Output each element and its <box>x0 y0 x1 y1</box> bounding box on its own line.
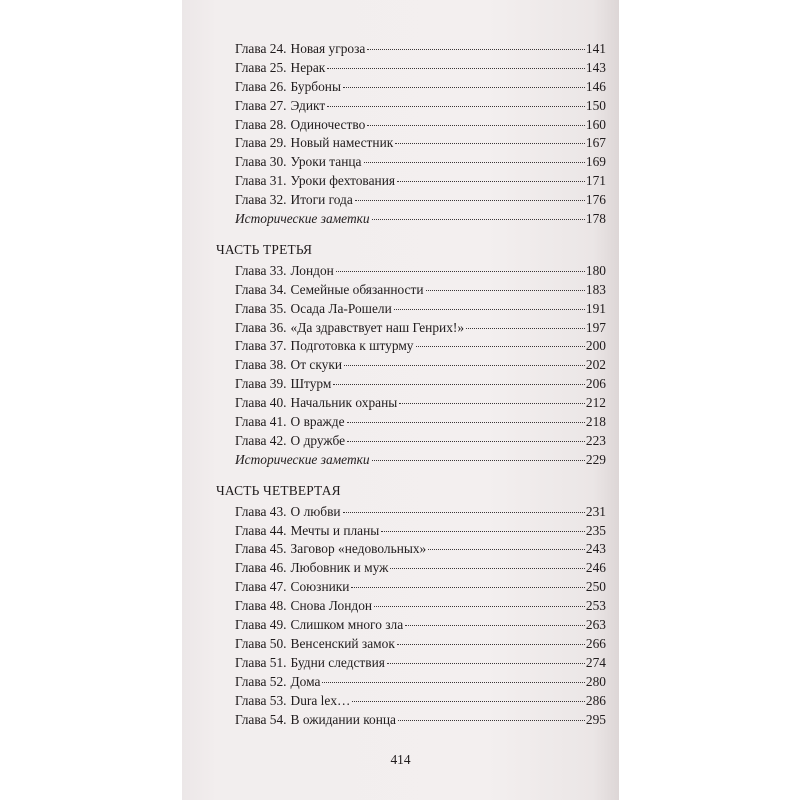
toc-entry <box>182 78 619 97</box>
chapter-title: Любовник и муж <box>290 560 389 576</box>
chapter-title: О дружбе <box>290 432 346 448</box>
dot-leader <box>322 682 584 683</box>
dot-leader <box>387 663 585 664</box>
toc-entry <box>182 337 619 356</box>
dot-leader <box>416 346 585 347</box>
chapter-number: Глава 34. <box>235 281 287 297</box>
dot-leader <box>390 568 584 569</box>
page-reference: 200 <box>585 338 606 354</box>
dot-leader <box>367 125 585 126</box>
chapter-number: Глава 42. <box>235 432 287 448</box>
page-reference: 235 <box>585 522 606 538</box>
dot-leader <box>397 181 585 182</box>
page-reference: 266 <box>585 635 606 651</box>
page-reference: 169 <box>585 154 606 170</box>
page-reference: 202 <box>585 357 606 373</box>
chapter-number: Глава 29. <box>235 135 287 151</box>
page-reference: 160 <box>585 116 606 132</box>
dot-leader <box>347 422 585 423</box>
dot-leader <box>397 644 585 645</box>
chapter-title: Уроки фехтования <box>290 173 396 189</box>
chapter-title: Лондон <box>290 262 334 278</box>
dot-leader <box>367 49 585 50</box>
chapter-number: Глава 39. <box>235 376 287 392</box>
page-reference: 223 <box>585 432 606 448</box>
toc-entry <box>182 375 619 394</box>
chapter-number: Глава 48. <box>235 598 287 614</box>
page-reference: 218 <box>585 414 606 430</box>
page-reference: 141 <box>585 41 606 56</box>
dot-leader <box>336 271 585 272</box>
toc-entry <box>182 578 619 597</box>
toc-entry <box>182 432 619 451</box>
toc-entry-historical-notes <box>182 210 619 229</box>
dot-leader <box>355 200 585 201</box>
chapter-number: Глава 38. <box>235 357 287 373</box>
chapter-number: Глава 36. <box>235 319 287 335</box>
chapter-number: Глава 35. <box>235 300 287 316</box>
toc-entry <box>182 711 619 730</box>
page-reference: 180 <box>585 262 606 278</box>
toc-entry <box>182 522 619 541</box>
dot-leader <box>347 441 585 442</box>
chapter-title: «Да здравствует наш Генрих!» <box>290 319 465 335</box>
page-reference: 176 <box>585 192 606 208</box>
chapter-title: Эдикт <box>290 97 326 113</box>
part-heading: ЧАСТЬ ЧЕТВЕРТАЯ <box>216 482 341 498</box>
chapter-title: Венсенский замок <box>290 635 395 651</box>
toc-entry <box>182 116 619 135</box>
dot-leader <box>372 219 585 220</box>
dot-leader <box>327 106 585 107</box>
toc-entry <box>182 394 619 413</box>
chapter-title: Нерак <box>290 59 326 75</box>
chapter-title: Бурбоны <box>290 78 341 94</box>
chapter-title: Начальник охраны <box>290 395 398 411</box>
chapter-number: Глава 31. <box>235 173 287 189</box>
page-reference: 295 <box>585 711 606 727</box>
table-of-contents <box>182 40 619 729</box>
chapter-title: Итоги года <box>290 192 353 208</box>
chapter-title: Подготовка к штурму <box>290 338 414 354</box>
chapter-number: Глава 26. <box>235 78 287 94</box>
chapter-number: Глава 40. <box>235 395 287 411</box>
toc-entry <box>182 319 619 338</box>
chapter-title: Dura lex… <box>290 692 351 708</box>
book-page <box>182 0 619 800</box>
dot-leader <box>343 512 585 513</box>
page-reference: 280 <box>585 673 606 689</box>
toc-entry-historical-notes <box>182 451 619 470</box>
page-reference: 197 <box>585 319 606 335</box>
chapter-number: Глава 41. <box>235 414 287 430</box>
page-reference: 150 <box>585 97 606 113</box>
dot-leader <box>381 531 585 532</box>
toc-entry <box>182 654 619 673</box>
dot-leader <box>352 701 584 702</box>
dot-leader <box>327 68 585 69</box>
chapter-title: От скуки <box>290 357 343 373</box>
chapter-number: Глава 28. <box>235 116 287 132</box>
toc-entry <box>182 540 619 559</box>
chapter-number: Глава 45. <box>235 541 287 557</box>
chapter-number: Глава 50. <box>235 635 287 651</box>
toc-entry <box>182 262 619 281</box>
page-reference: 231 <box>585 503 606 519</box>
toc-entry <box>182 356 619 375</box>
dot-leader <box>394 309 585 310</box>
page-reference: 178 <box>585 211 606 227</box>
toc-entry <box>182 616 619 635</box>
dot-leader <box>398 720 585 721</box>
page-reference: 171 <box>585 173 606 189</box>
toc-entry <box>182 635 619 654</box>
chapter-title: Уроки танца <box>290 154 362 170</box>
dot-leader <box>426 290 585 291</box>
chapter-title: Новый наместник <box>290 135 394 151</box>
page-number: 414 <box>390 752 411 767</box>
chapter-title: Будни следствия <box>290 654 385 670</box>
toc-entry <box>182 59 619 78</box>
page-reference: 229 <box>585 451 606 467</box>
dot-leader <box>466 328 585 329</box>
page-reference: 183 <box>585 281 606 297</box>
dot-leader <box>351 587 584 588</box>
dot-leader <box>333 384 585 385</box>
chapter-title: Снова Лондон <box>290 598 373 614</box>
dot-leader <box>399 403 585 404</box>
chapter-number: Глава 25. <box>235 59 287 75</box>
page-reference: 274 <box>585 654 606 670</box>
chapter-number: Глава 44. <box>235 522 287 538</box>
chapter-title: Новая угроза <box>290 41 366 56</box>
page-reference: 212 <box>585 395 606 411</box>
page-reference: 250 <box>585 579 606 595</box>
dot-leader <box>372 460 585 461</box>
toc-entry <box>182 673 619 692</box>
toc-entry <box>182 97 619 116</box>
chapter-title: Штурм <box>290 376 332 392</box>
toc-entry <box>182 153 619 172</box>
section-spacer <box>182 229 619 240</box>
chapter-number: Глава 49. <box>235 617 287 633</box>
chapter-title: Слишком много зла <box>290 617 404 633</box>
page-reference: 243 <box>585 541 606 557</box>
toc-entry <box>182 191 619 210</box>
chapter-title: Исторические заметки <box>235 451 370 467</box>
page-reference: 246 <box>585 560 606 576</box>
toc-entry <box>182 172 619 191</box>
toc-entry <box>182 281 619 300</box>
chapter-title: Заговор «недовольных» <box>290 541 427 557</box>
page-reference: 263 <box>585 617 606 633</box>
toc-entry <box>182 692 619 711</box>
page-reference: 206 <box>585 376 606 392</box>
chapter-number: Глава 32. <box>235 192 287 208</box>
toc-entry <box>182 503 619 522</box>
chapter-title: О любви <box>290 503 341 519</box>
chapter-title: Семейные обязанности <box>290 281 424 297</box>
dot-leader <box>344 365 585 366</box>
chapter-number: Глава 37. <box>235 338 287 354</box>
chapter-title: Исторические заметки <box>235 211 370 227</box>
toc-entry <box>182 413 619 432</box>
toc-entry <box>182 134 619 153</box>
chapter-number: Глава 24. <box>235 41 287 56</box>
chapter-title: Осада Ла-Рошели <box>290 300 392 316</box>
chapter-number: Глава 53. <box>235 692 287 708</box>
toc-entry <box>182 597 619 616</box>
toc-entry <box>182 300 619 319</box>
dot-leader <box>364 162 585 163</box>
page-reference: 143 <box>585 59 606 75</box>
chapter-number: Глава 43. <box>235 503 287 519</box>
dot-leader <box>405 625 585 626</box>
chapter-number: Глава 47. <box>235 579 287 595</box>
dot-leader <box>395 143 585 144</box>
chapter-title: Мечты и планы <box>290 522 380 538</box>
dot-leader <box>428 549 585 550</box>
dot-leader <box>374 606 585 607</box>
page-reference: 191 <box>585 300 606 316</box>
chapter-number: Глава 33. <box>235 262 287 278</box>
chapter-number: Глава 30. <box>235 154 287 170</box>
chapter-title: О вражде <box>290 414 345 430</box>
chapter-number: Глава 52. <box>235 673 287 689</box>
toc-entry <box>182 559 619 578</box>
section-spacer <box>182 470 619 481</box>
chapter-title: Союзники <box>290 579 350 595</box>
part-heading: ЧАСТЬ ТРЕТЬЯ <box>216 241 313 257</box>
chapter-number: Глава 46. <box>235 560 287 576</box>
chapter-number: Глава 54. <box>235 711 287 727</box>
toc-entry <box>182 40 619 59</box>
page-reference: 167 <box>585 135 606 151</box>
page-reference: 286 <box>585 692 606 708</box>
chapter-number: Глава 27. <box>235 97 287 113</box>
dot-leader <box>343 87 585 88</box>
chapter-number: Глава 51. <box>235 654 287 670</box>
page-reference: 146 <box>585 78 606 94</box>
chapter-title: В ожидании конца <box>290 711 397 727</box>
chapter-title: Одиночество <box>290 116 366 132</box>
chapter-title: Дома <box>290 673 321 689</box>
page-reference: 253 <box>585 598 606 614</box>
